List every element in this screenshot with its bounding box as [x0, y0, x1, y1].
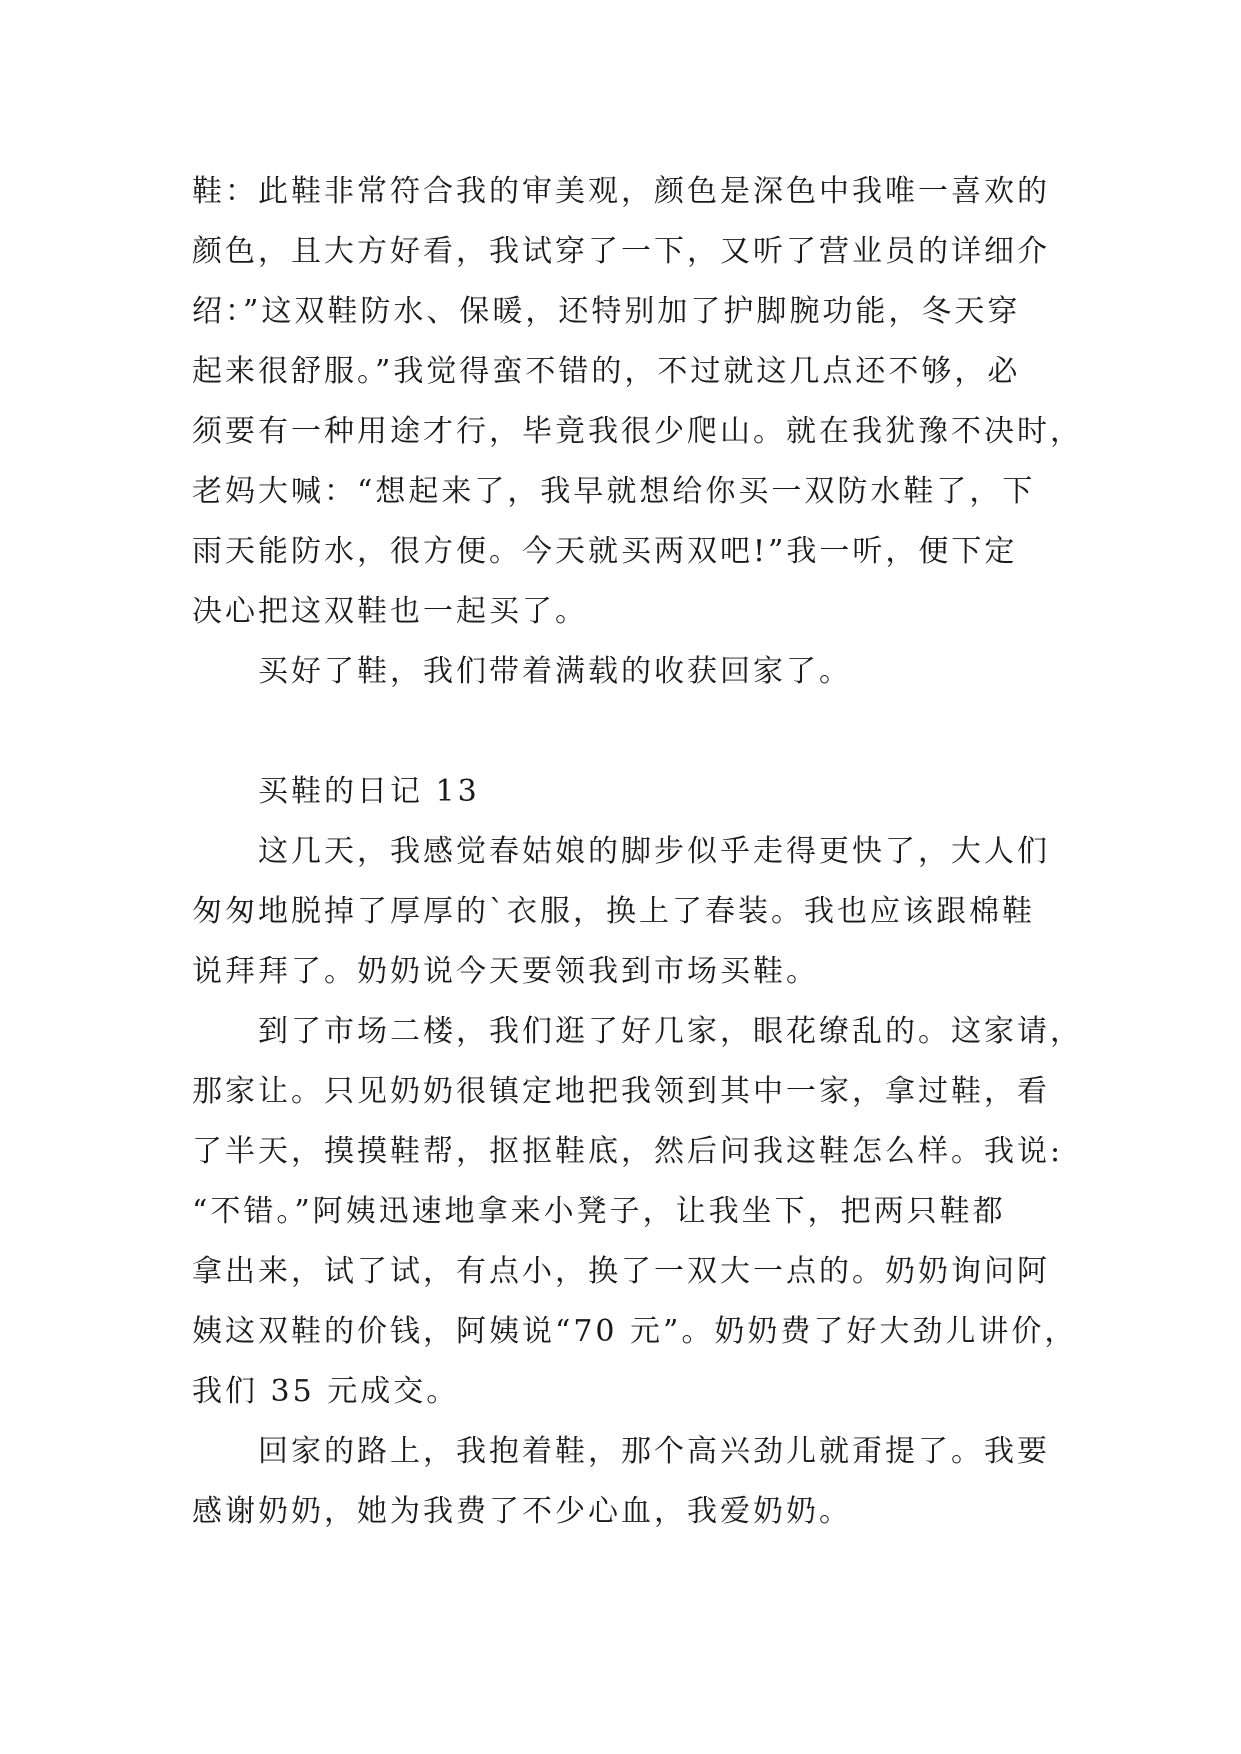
paragraph-2 — [192, 1002, 1083, 1422]
text-line: 颜色，且大方好看，我试穿了一下，又听了营业员的详细介 — [192, 234, 1050, 269]
text-line: 匆匆地脱掉了厚厚的`衣服，换上了春装。我也应该跟棉鞋 — [192, 894, 1035, 929]
text-line: 回家的路上，我抱着鞋，那个高兴劲儿就甭提了。我要 — [258, 1434, 1050, 1469]
section-title: 买鞋的日记 13 — [258, 774, 480, 809]
blank-line — [192, 702, 1062, 762]
text-line: 须要有一种用途才行，毕竟我很少爬山。就在我犹豫不决时， — [192, 414, 1083, 449]
text-line: 拿出来，试了试，有点小，换了一双大一点的。奶奶询问阿 — [192, 1254, 1050, 1289]
text-line: 到了市场二楼，我们逛了好几家，眼花缭乱的。这家请， — [258, 1014, 1083, 1049]
closing-paragraph: 买好了鞋，我们带着满载的收获回家了。 — [258, 654, 852, 689]
paragraph-continued — [192, 162, 1083, 642]
text-line: “不错。”阿姨迅速地拿来小凳子，让我坐下，把两只鞋都 — [192, 1194, 1006, 1229]
text-line: 起来很舒服。”我觉得蛮不错的，不过就这几点还不够，必 — [192, 354, 1021, 389]
text-line: 我们 35 元成交。 — [192, 1374, 460, 1409]
document-page — [192, 162, 1083, 1542]
paragraph-1 — [192, 822, 1062, 1002]
text-line: 这几天，我感觉春姑娘的脚步似乎走得更快了，大人们 — [258, 834, 1050, 869]
text-line: 绍：”这双鞋防水、保暖，还特别加了护脚腕功能，冬天穿 — [192, 294, 1021, 329]
text-line: 姨这双鞋的价钱，阿姨说“70 元”。奶奶费了好大劲儿讲价， — [192, 1314, 1078, 1349]
text-line: 鞋：此鞋非常符合我的审美观，颜色是深色中我唯一喜欢的 — [192, 174, 1050, 209]
text-line: 雨天能防水，很方便。今天就买两双吧!”我一听，便下定 — [192, 534, 1018, 569]
text-line: 感谢奶奶，她为我费了不少心血，我爱奶奶。 — [192, 1494, 852, 1529]
text-line: 了半天，摸摸鞋帮，抠抠鞋底，然后问我这鞋怎么样。我说: — [192, 1134, 1064, 1169]
text-line: 说拜拜了。奶奶说今天要领我到市场买鞋。 — [192, 954, 819, 989]
text-line: 那家让。只见奶奶很镇定地把我领到其中一家，拿过鞋，看 — [192, 1074, 1050, 1109]
text-line: 老妈大喊：“想起来了，我早就想给你买一双防水鞋了，下 — [192, 474, 1036, 509]
text-line: 决心把这双鞋也一起买了。 — [192, 594, 588, 629]
paragraph-3 — [192, 1422, 1062, 1542]
